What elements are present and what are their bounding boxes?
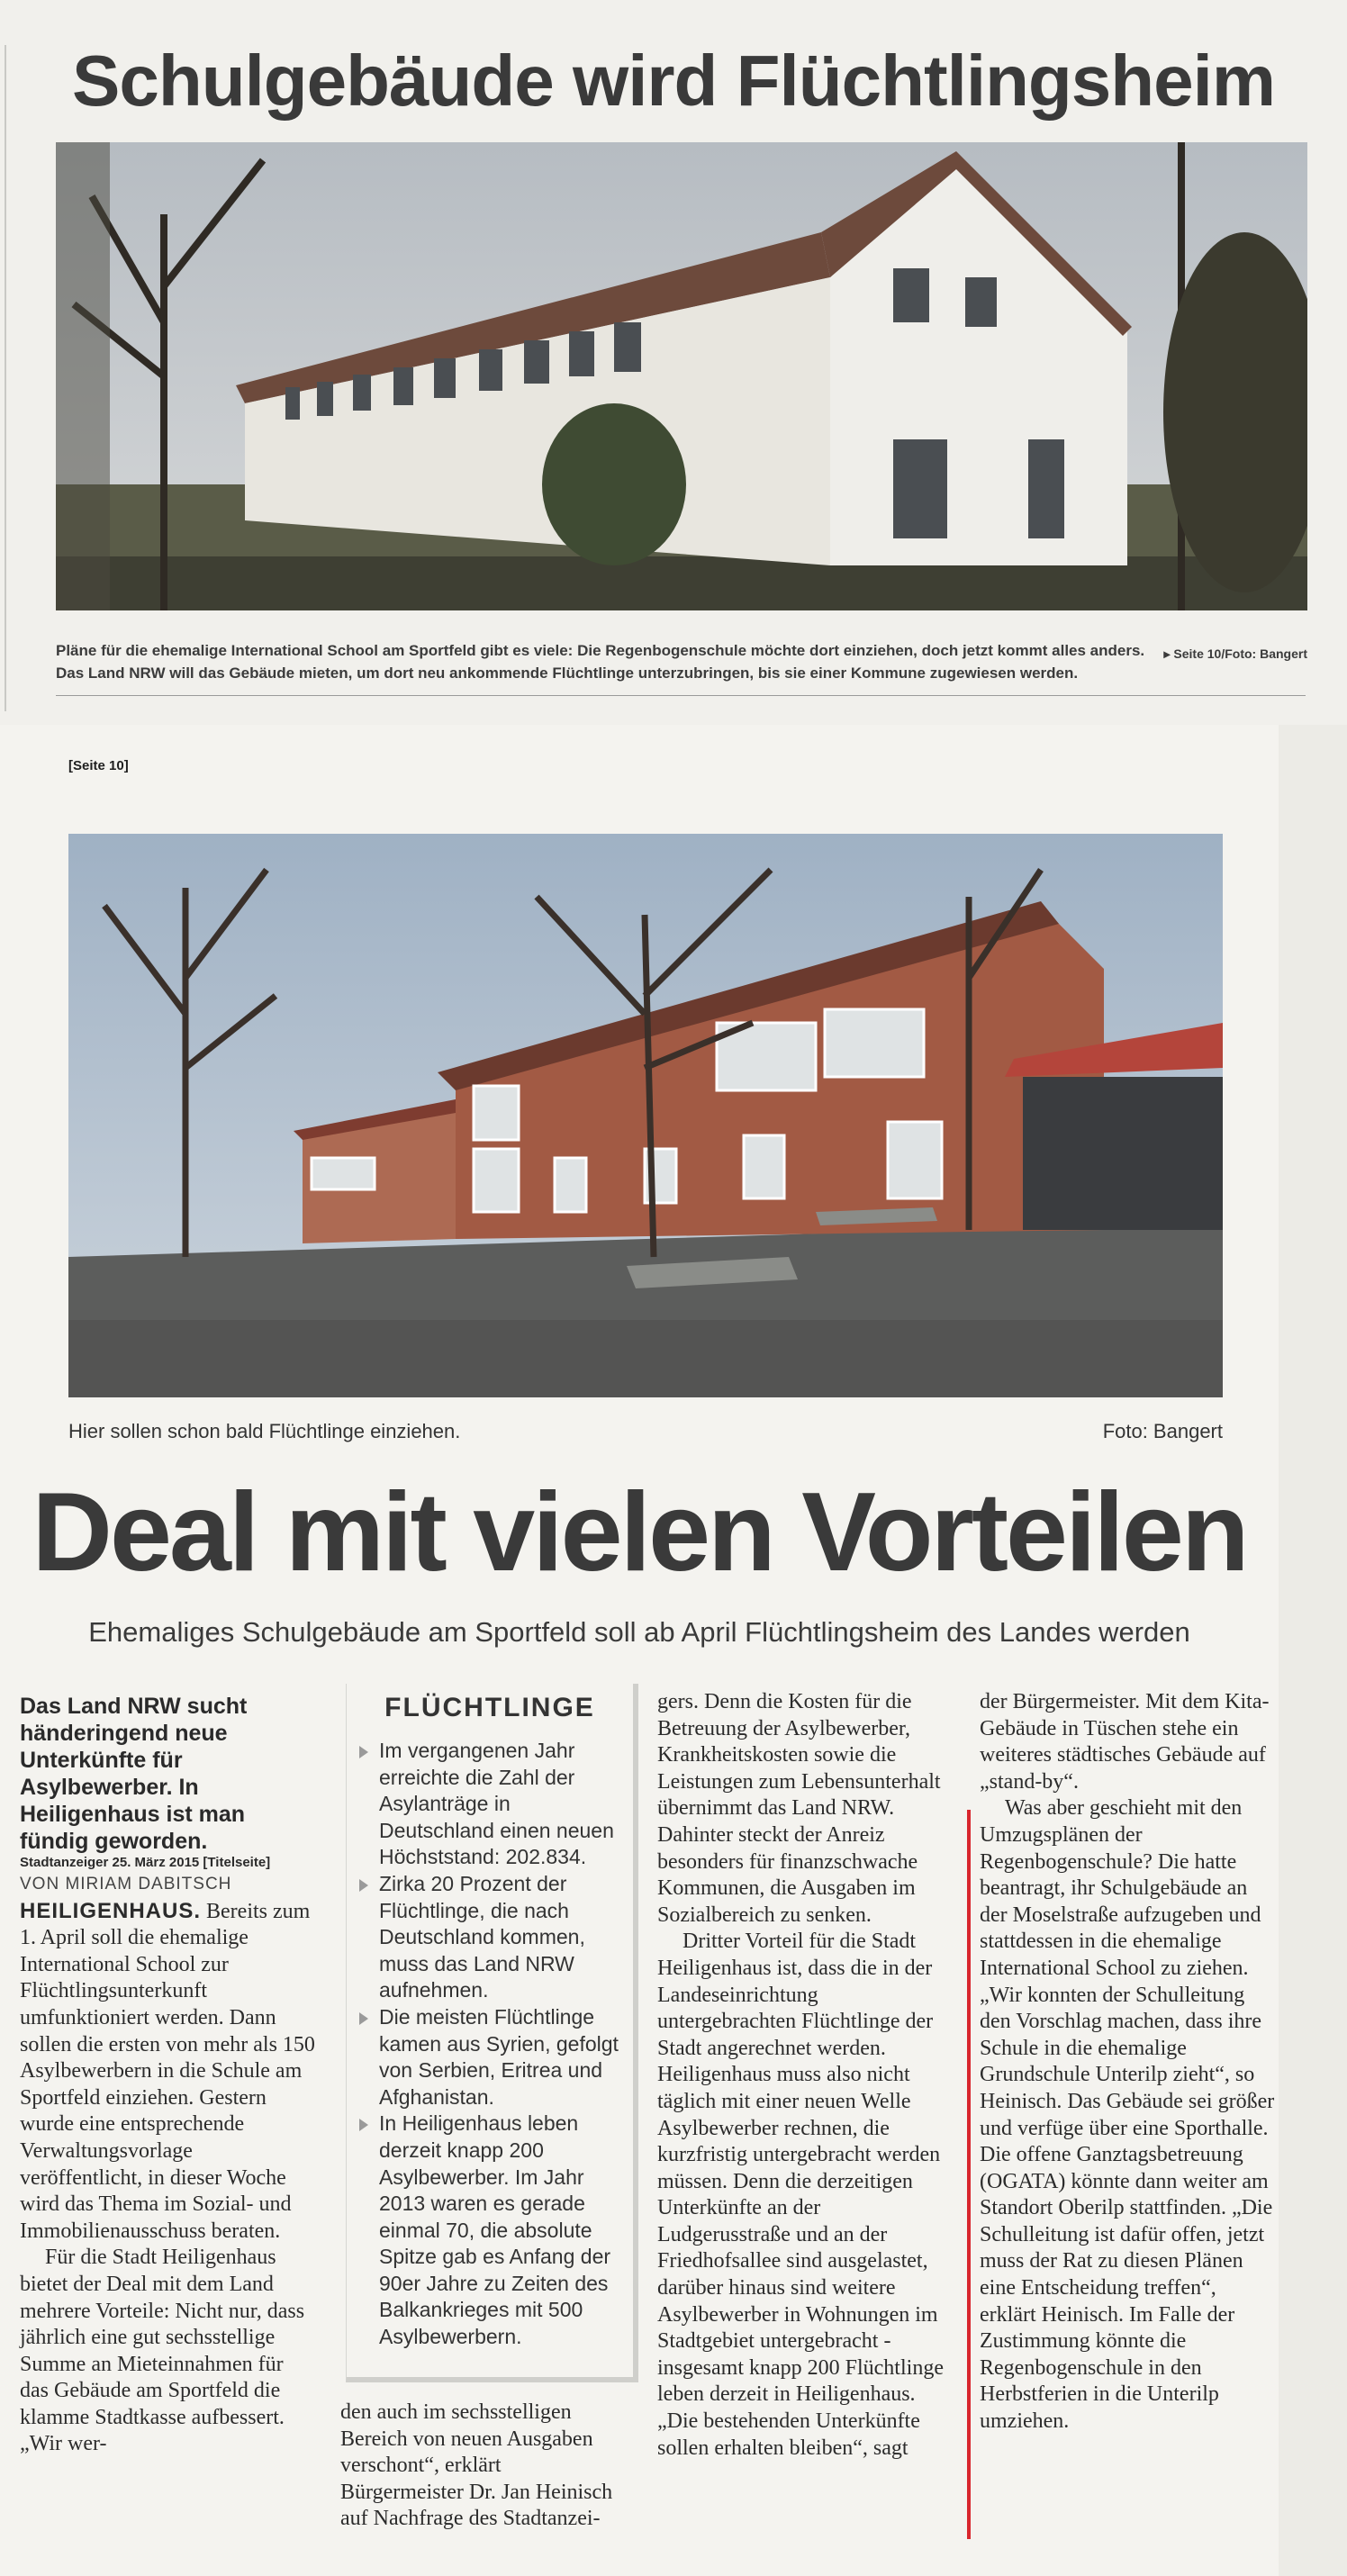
refugee-infobox [346,1684,638,2382]
infobox-item [356,2111,624,2350]
dateline: HEILIGENHAUS. [20,1898,202,1923]
infobox-item [356,1871,624,2004]
source-reference: Stadtanzeiger 25. März 2015 [Titelseite] [20,1855,271,1870]
article-column-3 [657,1689,954,2462]
body-paragraph: Dritter Vorteil für die Stadt Heiligenhaus ist, dass die in der Landeseinrichtung untergebrachten Flüchtlinge der Stadt angerechnet werden. Heiligenhaus muss also nicht täglich mit einer neuen Welle Asylbewerber rechnen, die kurzfristig untergebracht werden müssen. Denn die derzeitigen Unterkünfte an der Ludgerusstraße und an der Friedhofsallee sind ausgelastet, darüber hinaus sind weitere Asylbewerber in Wohnungen im Stadtgebiet untergebracht - insgesamt knapp 200 Flüchtlinge leben derzeit in Heiligenhaus. „Die bestehenden Unterkünfte sollen erhalten bleiben“, sagt [657,1930,944,2460]
infobox-item-text: Im vergangenen Jahr erreichte die Zahl der Asylanträge in Deutschland einen neuen Höchststand: 202.834. [379,1739,614,1869]
bullet-triangle-icon [359,1879,368,1892]
body-paragraph [20,1898,317,2246]
article-column-2-tail [340,2400,628,2533]
photo-caption-text: Hier sollen schon bald Flüchtlinge einziehen. [68,1420,461,1442]
front-photo-caption [56,639,1307,684]
article-column-4 [980,1689,1277,2436]
article-subheadline: Ehemaliges Schulgebäude am Sportfeld soll ab April Flüchtlingsheim des Landes werden [88,1616,1190,1648]
photo-credit: Foto: Bangert [1102,1420,1223,1442]
caption-rule [56,695,1306,696]
infobox-item [356,1738,624,1871]
author-byline: VON MIRIAM DABITSCH [20,1875,232,1894]
body-text: Bereits zum 1. April soll die ehemalige International School zur Flüchtlingsunterkunft umfunktioniert werden. Dann sollen die ersten von mehr als 150 Asylbewerbern in die Schule am Sportfeld einziehen. Gestern wurde eine entsprechende Verwaltungsvorlage veröffentlicht, in dieser Woche wird das Thema im Sozial- und Immobilienausschuss beraten. [20,1899,315,2243]
bullet-triangle-icon [359,2012,368,2025]
infobox-item-text: Zirka 20 Prozent der Flüchtlinge, die nach Deutschland kommen, muss das Land NRW aufnehmen. [379,1871,585,2002]
infobox-item-text: Die meisten Flüchtlinge kamen aus Syrien, gefolgt von Serbien, Eritrea und Afghanistan. [379,2004,619,2109]
infobox-item [356,2004,624,2111]
page-reference: [Seite 10] [68,758,129,773]
top-clipping [0,0,1347,725]
article-photo-caption [68,1420,1223,1443]
front-page-headline: Schulgebäude wird Flüchtlingsheim [71,41,1276,121]
red-margin-marker [967,1810,971,2539]
caption-page-reference: ▸ Seite 10/Foto: Bangert [1163,646,1307,661]
infobox-list [347,1738,633,2351]
article-lead: Das Land NRW sucht händeringend neue Unterkünfte für Asylbewerber. In Heiligenhaus ist man fündig geworden. [20,1694,248,1854]
body-paragraph: den auch im sechsstelligen Bereich von neuen Ausgaben verschont“, erklärt Bürgermeister Dr. Jan Heinisch auf Nachfrage des Stadtanzei- [340,2400,613,2531]
body-paragraph: der Bürgermeister. Mit dem Kita-Gebäude in Tüschen stehe ein weiteres städtisches Gebäude auf „stand-by“. [980,1690,1270,1794]
bullet-triangle-icon [359,2119,368,2131]
body-paragraph: Für die Stadt Heiligenhaus bietet der Deal mit dem Land mehrere Vorteile: Nicht nur, dass jährlich eine gut sechsstellige Summe an Mieteinnahmen für das Gebäude am Sportfeld die klamme Stadtkasse aufbessert. „Wir wer- [20,2246,305,2456]
caption-text: Pläne für die ehemalige International School am Sportfeld gibt es viele: Die Regenbogenschule möchte dort einziehen, doch jetzt kommt alles anders. Das Land NRW will das Gebäude mieten, um dort neu ankommende Flüchtlinge unterzubringen, bis sie einer Kommune zugewiesen werden. [56,642,1145,682]
infobox-title: FLÜCHTLINGE [384,1693,595,1722]
school-photo-front [56,142,1307,610]
body-paragraph: Was aber geschieht mit den Umzugsplänen der Regenbogenschule? Die hatte beantragt, ihr Schulgebäude an der Moselstraße aufzugeben und stattdessen in die ehemalige International School zu ziehen. „Wir konnten der Schulleitung den Vorschlag machen, dass ihre Schule in die ehemalige Grundschule Unterilp zieht“, so Heinisch. Das Gebäude sei größer und verfüge über eine Sporthalle. Die offene Ganztagsbetreuung (OGATA) könnte dann weiter am Standort Oberilp stattfinden. „Die Schulleitung ist dafür offen, jetzt muss der Rat zu diesen Plänen eine Entscheidung treffen“, erklärt Heinisch. Im Falle der Zustimmung könnte die Regenbogenschule in den Herbstferien in die Unterilp umziehen. [980,1796,1275,2434]
article-headline: Deal mit vielen Vorteilen [32,1470,1247,1595]
bullet-triangle-icon [359,1746,368,1758]
article-column-1 [20,1693,317,2458]
school-photo-article [68,834,1223,1397]
infobox-item-text: In Heiligenhaus leben derzeit knapp 200 Asylbewerber. Im Jahr 2013 waren es gerade einmal 70, die absolute Spitze gab es Anfang der 90er Jahre zu Zeiten des Balkankrieges mit 500 Asylbewerbern. [379,2111,611,2349]
clipping-edge-line [5,45,6,711]
body-paragraph: gers. Denn die Kosten für die Betreuung der Asylbewerber, Krankheitskosten sowie die Leistungen zum Lebensunterhalt übernimmt das Land NRW. Dahinter steckt der Anreiz besonders für finanzschwache Kommunen, die Ausgaben im Sozialbereich zu senken. [657,1690,941,1927]
